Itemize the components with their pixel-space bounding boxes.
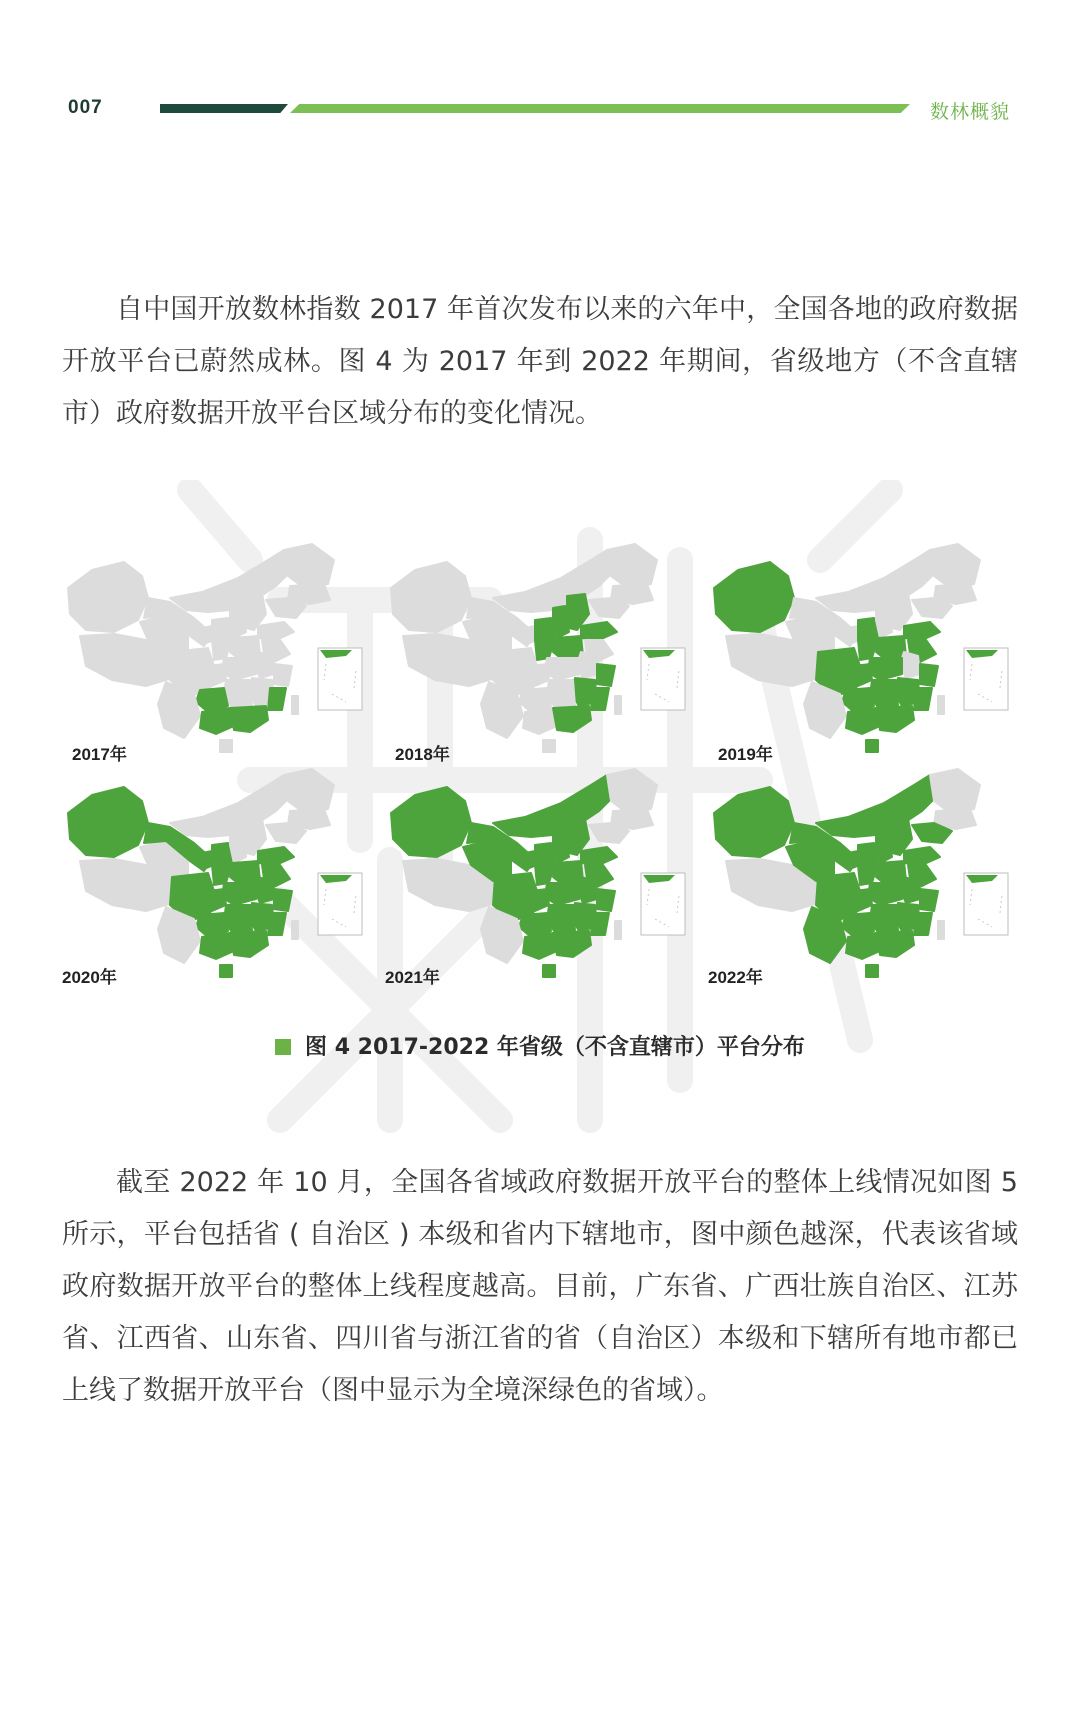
region-taiwan — [615, 696, 621, 714]
region-xinjiang — [714, 562, 794, 632]
region-guangdong — [230, 931, 268, 957]
region-shaanxi — [212, 618, 232, 660]
map-year-label: 2022年 — [708, 968, 763, 987]
region-guangxi — [523, 933, 557, 959]
region-hubei — [545, 883, 579, 905]
china-map — [62, 765, 382, 990]
region-zhejiang — [274, 889, 292, 911]
section-title: 数林概貌 — [929, 101, 1010, 123]
region-fujian — [268, 688, 286, 710]
region-shaanxi — [212, 843, 232, 885]
china-map — [708, 765, 1028, 990]
map-panel — [62, 765, 382, 990]
region-fujian — [914, 688, 932, 710]
china-map — [708, 540, 1028, 765]
region-hainan — [866, 965, 878, 977]
region-fujian — [591, 688, 609, 710]
region-guangxi — [200, 708, 234, 734]
south-china-sea-inset — [318, 873, 362, 935]
china-map — [385, 765, 705, 990]
region-zhejiang — [920, 664, 938, 686]
region-shandong — [258, 847, 294, 865]
map-year-label: 2018年 — [395, 745, 450, 764]
region-taiwan — [938, 696, 944, 714]
region-taiwan — [292, 696, 298, 714]
map-panel — [708, 540, 1028, 765]
region-guangxi — [846, 933, 880, 959]
region-hubei — [222, 883, 256, 905]
region-hainan — [220, 965, 232, 977]
region-shandong — [581, 622, 617, 640]
map-panel — [708, 765, 1028, 990]
south-china-sea-inset — [318, 648, 362, 710]
region-guangxi — [523, 708, 557, 734]
region-xinjiang — [391, 787, 471, 857]
south-china-sea-inset — [964, 648, 1008, 710]
region-hainan — [543, 740, 555, 752]
region-shaanxi — [858, 843, 878, 885]
south-china-sea-inset — [641, 873, 685, 935]
header-bar-light — [290, 104, 910, 113]
region-shandong — [581, 847, 617, 865]
region-shaanxi — [535, 843, 555, 885]
region-zhejiang — [920, 889, 938, 911]
south-china-sea-inset — [641, 648, 685, 710]
region-shaanxi — [535, 618, 555, 660]
region-heilongjiang — [607, 544, 657, 588]
map-year-label: 2020年 — [62, 968, 117, 987]
region-shandong — [904, 847, 940, 865]
region-heilongjiang — [284, 544, 334, 588]
region-guangdong — [230, 706, 268, 732]
figure-caption — [0, 1030, 1080, 1061]
region-xinjiang — [68, 562, 148, 632]
region-xinjiang — [68, 787, 148, 857]
region-heilongjiang — [284, 769, 334, 813]
region-shaanxi — [858, 618, 878, 660]
region-zhejiang — [274, 664, 292, 686]
region-hainan — [543, 965, 555, 977]
region-hainan — [866, 740, 878, 752]
region-guangxi — [846, 708, 880, 734]
south-china-sea-inset — [964, 873, 1008, 935]
figure-caption-text: 图 4 2017-2022 年省级（不含直辖市）平台分布 — [305, 1035, 805, 1060]
region-heilongjiang — [930, 769, 980, 813]
map-panel — [385, 765, 705, 990]
region-zhejiang — [597, 664, 615, 686]
map-year-label: 2017年 — [72, 745, 127, 764]
region-guangdong — [553, 931, 591, 957]
china-map — [62, 540, 382, 765]
region-shandong — [258, 622, 294, 640]
region-fujian — [591, 913, 609, 935]
region-hubei — [222, 658, 256, 680]
china-map — [385, 540, 705, 765]
map-panel — [62, 540, 382, 765]
map-year-label: 2019年 — [718, 745, 773, 764]
region-hainan — [220, 740, 232, 752]
region-xinjiang — [391, 562, 471, 632]
region-shandong — [904, 622, 940, 640]
region-guangxi — [200, 933, 234, 959]
map-year-label: 2021年 — [385, 968, 440, 987]
region-guangdong — [876, 706, 914, 732]
region-xinjiang — [714, 787, 794, 857]
caption-bullet — [275, 1039, 291, 1055]
region-taiwan — [615, 921, 621, 939]
header-bar-dark — [160, 104, 288, 113]
region-guangdong — [876, 931, 914, 957]
region-zhejiang — [597, 889, 615, 911]
region-taiwan — [938, 921, 944, 939]
page-number: 007 — [68, 97, 103, 118]
intro-paragraph: 自中国开放数林指数 2017 年首次发布以来的六年中，全国各地的政府数据开放平台已蔚然成林。图 4 为 2017 年到 2022 年期间，省级地方（不含直辖市）政府数据开放平台区域分布的变化情况。 — [62, 294, 1018, 429]
region-heilongjiang — [607, 769, 657, 813]
region-fujian — [914, 913, 932, 935]
region-heilongjiang — [930, 544, 980, 588]
region-taiwan — [292, 921, 298, 939]
region-hubei — [868, 883, 902, 905]
region-hubei — [545, 658, 579, 680]
map-panel — [385, 540, 705, 765]
region-fujian — [268, 913, 286, 935]
region-guangdong — [553, 706, 591, 732]
status-paragraph: 截至 2022 年 10 月，全国各省域政府数据开放平台的整体上线情况如图 5 所示，平台包括省 ( 自治区 ) 本级和省内下辖地市，图中颜色越深，代表该省域政府数据开放平台的整体上线程度越高。目前，广东省、广西壮族自治区、江苏省、江西省、山东省、四川省与浙江省的省（自治区）本级和下辖所有地市都已上线了数据开放平台（图中显示为全境深绿色的省域）。 — [62, 1167, 1018, 1406]
region-hubei — [868, 658, 902, 680]
